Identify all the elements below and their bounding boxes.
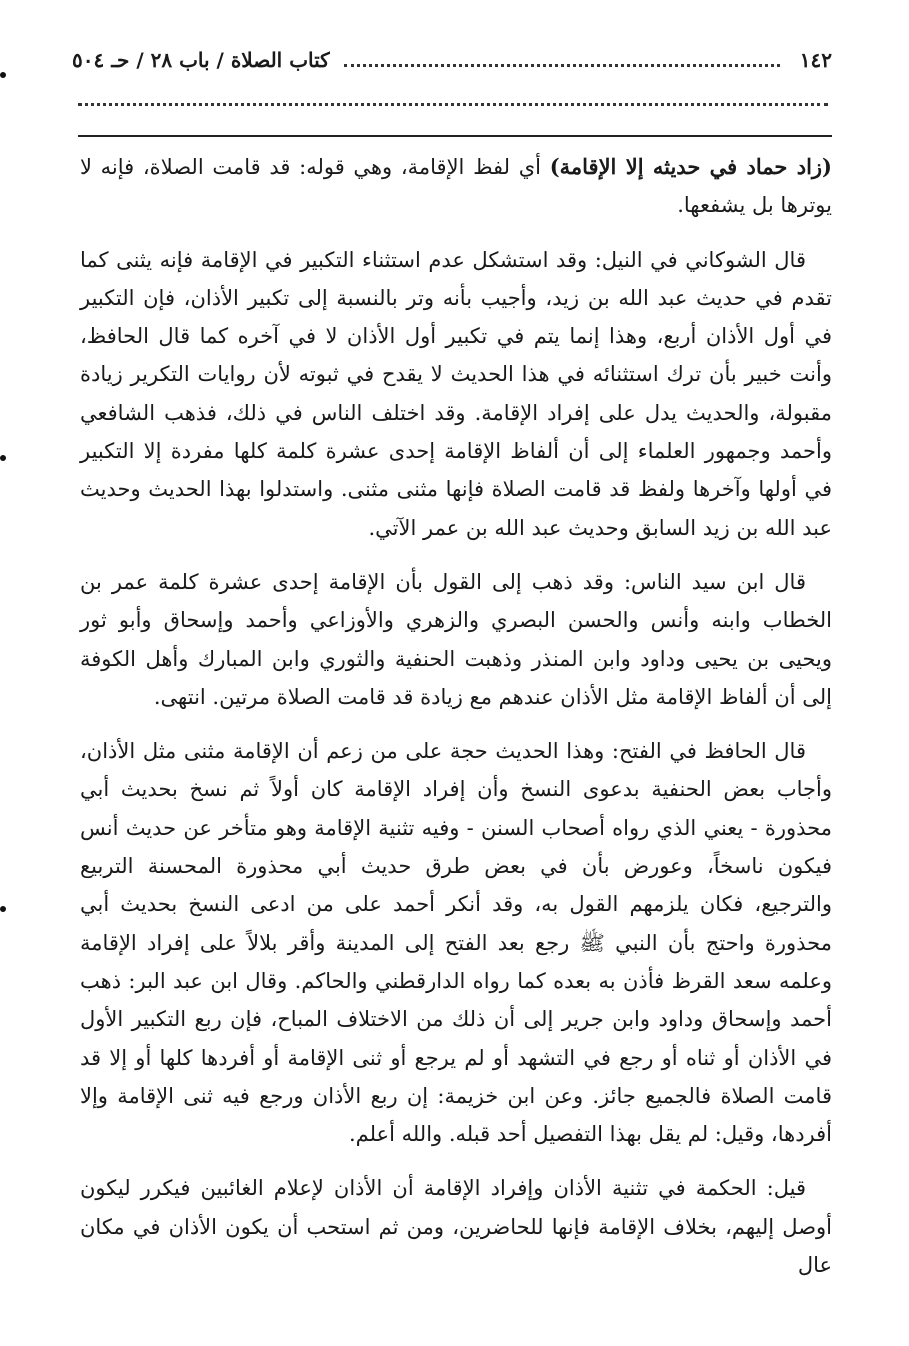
margin-binding-mark: [0, 455, 6, 461]
paragraph-text: قال الحافظ في الفتح: وهذا الحديث حجة على من زعم أن الإقامة مثنى مثل الأذان، وأجاب بعض الحنفية بدعوى النسخ وأن إفراد الإقامة كان أولاً ثم نسخ بحديث أبي محذورة - يعني الذي رواه أصحاب السنن - وفيه تثنية الإقامة وهو متأخر عن حديث أنس فيكون ناسخاً، وعورض بأن في بعض طرق حديث أبي محذورة المحسنة التربيع والترجيع، فكان يلزمهم القول به، وقد أنكر أحمد على من ادعى النسخ بحديث أبي محذورة واحتج بأن النبي ﷺ رجع بعد الفتح إلى المدينة وأقر بلالاً على إفراد الإقامة وعلمه سعد القرظ فأذن به بعده كما رواه الدارقطني والحاكم. وقال ابن عبد البر: ذهب أحمد وإسحاق وداود وابن جرير إلى أن ذلك من الاختلاف المباح، فإن ربع التكبير الأول في الأذان أو ثناه أو رجع في التشهد أو لم يرجع أو ثنى الإقامة أو أفردها كلها أو إلا قد قامت الصلاة فالجميع جائز. وعن ابن خزيمة: إن ربع الأذان ورجع فيه ثنى الإقامة وإلا أفردها، وقيل: لم يقل بهذا التفصيل أحد قبله. والله أعلم.: [80, 739, 832, 1147]
quoted-hadith-phrase: (زاد حماد في حديثه إلا الإقامة): [549, 154, 832, 179]
commentary-body: [80, 148, 832, 1300]
margin-binding-mark: [0, 906, 6, 912]
dotted-divider: [78, 103, 828, 106]
page-number: ١٤٢: [799, 48, 832, 72]
paragraph-text: قال ابن سيد الناس: وقد ذهب إلى القول بأن الإقامة إحدى عشرة كلمة عمر بن الخطاب وابنه وأنس والحسن البصري والزهري والأوزاعي وأحمد وإسحاق وأبو ثور ويحيى بن يحيى وداود وابن المنذر وذهبت الحنفية والثوري وابن المبارك وأهل الكوفة إلى أن ألفاظ الإقامة مثل الأذان عندهم مع زيادة قد قامت الصلاة مرتين. انتهى.: [80, 569, 832, 709]
header-dot-leader: [344, 64, 780, 67]
paragraph-text: قال الشوكاني في النيل: وقد استشكل عدم استثناء التكبير في الإقامة فإنه يثنى كما تقدم في حديث عبد الله بن زيد، وأجيب بأنه وتر بالنسبة إلى تكبير الأذان، فإن التكبير في أول الأذان أربع، وهذا إنما يتم في تكبير أول الأذان لا في آخره كما قال الحافظ، وأنت خبير بأن ترك استثنائه في هذا الحديث لا يقدح في ثبوته لأن روايات التكرير زيادة مقبولة، والحديث يدل على إفراد الإقامة. وقد اختلف الناس في ذلك، فذهب الشافعي وأحمد وجمهور العلماء إلى أن ألفاظ الإقامة إحدى عشرة كلمة كلها مفردة إلا التكبير في أولها وآخرها ولفظ قد قامت الصلاة فإنها مثنى مثنى. واستدلوا بهذا الحديث وحديث عبد الله بن زيد السابق وحديث عبد الله بن عمر الآتي.: [80, 247, 832, 540]
paragraph-text: قيل: الحكمة في تثنية الأذان وإفراد الإقامة أن الأذان لإعلام الغائبين فيكرر ليكون أوصل إليهم، بخلاف الإقامة فإنها للحاضرين، ومن ثم استحب أن يكون الأذان في مكان عال: [80, 1176, 832, 1278]
paragraph: [80, 148, 832, 225]
paragraph: [80, 732, 832, 1153]
paragraph: [80, 563, 832, 716]
paragraph: [80, 1169, 832, 1284]
paragraph: [80, 241, 832, 547]
page-header: [72, 38, 832, 82]
paragraph-text: أي لفظ الإقامة، وهي قوله: قد قامت الصلاة، فإنه لا يوترها بل يشفعها.: [80, 155, 832, 218]
solid-divider: [78, 135, 832, 137]
margin-binding-mark: [0, 72, 6, 78]
running-title: كتاب الصلاة / باب ٢٨ / حـ ٥٠٤: [72, 48, 330, 72]
